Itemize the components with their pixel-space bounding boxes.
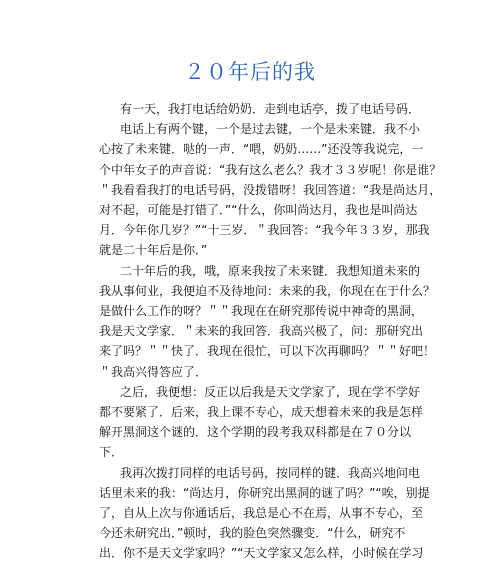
body-line: 出．你不是天文学家吗？”“天文学家又怎么样，小时候在学习 xyxy=(99,546,424,561)
body-line: 是做什么工作的呀？＂＂我现在在研究那传说中神奇的黑洞， xyxy=(99,304,424,318)
body-line: 有一天，我打电话给奶奶．走到电话亭，拨了电话号码． xyxy=(120,102,421,116)
body-line: 我从事何业，我便迫不及待地问：未来的我，你现在在于什么？ xyxy=(99,283,436,298)
body-line: 下． xyxy=(99,445,124,460)
body-line: 了，自从上次与你通话后，我总是心不在焉，从事不专心，至 xyxy=(99,506,424,520)
body-line: 电话上有两个键，一个是过去键，一个是未来键．我不小 xyxy=(120,122,421,137)
body-line: 对不起，可能是打错了．”“什么，你叫尚达月，我也是叫尚达 xyxy=(99,203,418,217)
body-line: ＂我看看我打的电话号码，没拨错呀！我回答道：“我是尚达月， xyxy=(99,182,442,197)
body-line: 心按了未来键．哒的一声．“喂，奶奶……”还没等我说完，一 xyxy=(99,142,424,157)
body-line: 个中年女子的声音说：“我有这么老么？我才３３岁呢！你是谁？ xyxy=(99,162,442,177)
body-line: 我是天文学家．＂未来的我回答．我高兴极了，问：那研究出 xyxy=(99,324,424,339)
body-line: 二十年后的我，哦，原来我按了未来键．我想知道未来的 xyxy=(120,263,421,278)
body-line: 今还未研究出．”顿时，我的脸色突然骤变．“什么，研究不 xyxy=(99,526,406,541)
body-line: ＂我高兴得答应了． xyxy=(99,364,208,379)
page-title: ２０年后的我 xyxy=(184,60,316,84)
body-line: 来了吗？＂＂快了．我现在很忙，可以下次再聊吗？＂＂好吧！ xyxy=(99,344,436,359)
body-line: 都不要紧了．后来，我上课不专心，成天想着未来的我是怎样 xyxy=(99,405,424,419)
body-line: 解开黑洞这个谜的．这个学期的段考我双科都是在７０分以 xyxy=(99,425,412,440)
body-line: 就是二十年后是你．” xyxy=(99,243,208,258)
body-line: 我再次拨打同样的电话号码，按同样的键．我高兴地问电 xyxy=(120,465,421,480)
body-line: 话里未来的我：“尚达月，你研究出黑洞的谜了吗？”“唉，别提 xyxy=(99,485,430,500)
body-line: 月．今年你几岁？”“十三岁．＂我回答：“我今年３３岁，那我 xyxy=(99,223,430,238)
body-line: 之后，我便想：反正以后我是天文学家了，现在学不学好 xyxy=(120,384,421,399)
